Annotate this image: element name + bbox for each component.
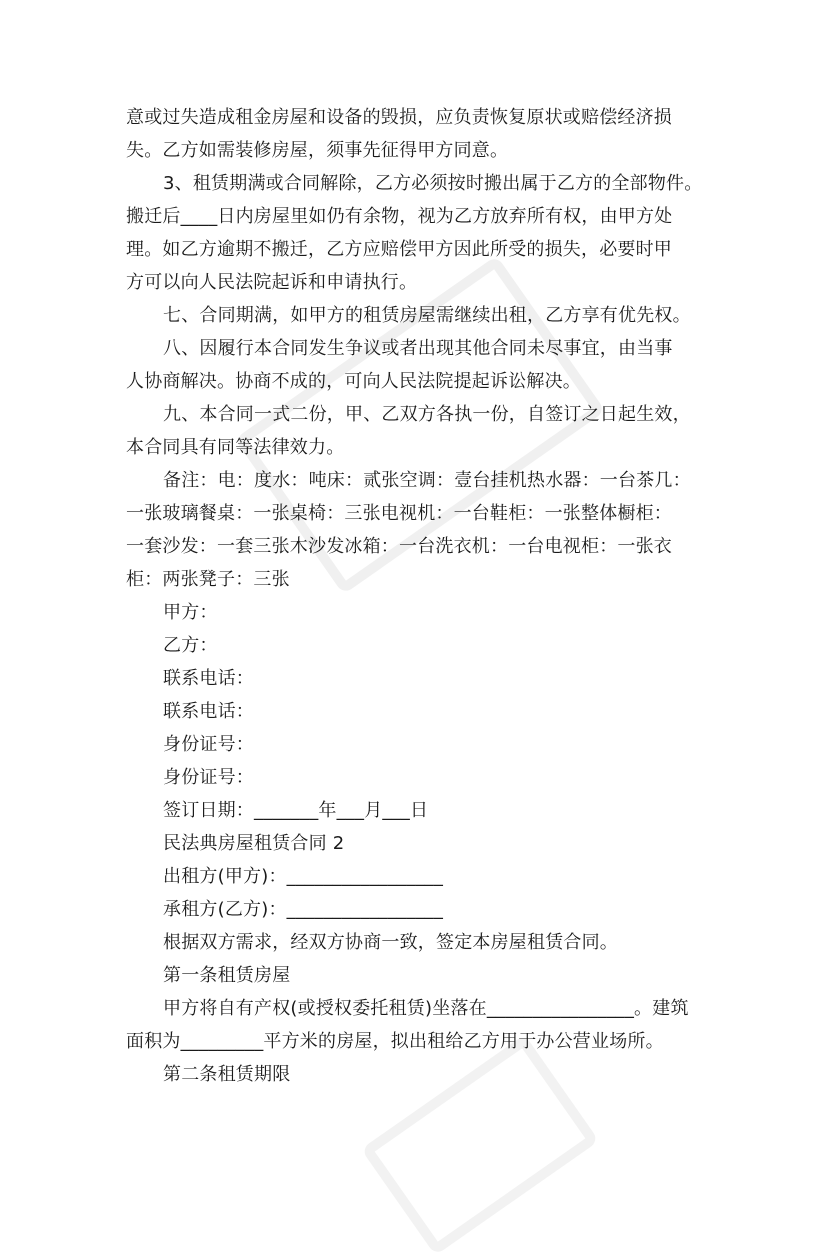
paragraph-line: 本合同具有同等法律效力。 — [126, 437, 345, 458]
section-title: 民法典房屋租赁合同 2 — [163, 833, 345, 854]
paragraph-line: 失。乙方如需装修房屋，须事先征得甲方同意。 — [126, 140, 509, 161]
paragraph-line: 理。如乙方逾期不搬迁，乙方应赔偿甲方因此所受的损失，必要时甲 — [126, 239, 672, 260]
party-a-label: 甲方： — [163, 602, 218, 623]
party-b-label: 乙方： — [163, 635, 218, 656]
paragraph-line: 一张玻璃餐桌：一张桌椅：三张电视机：一台鞋柜：一张整体橱柜： — [126, 503, 672, 524]
paragraph-line: 九、本合同一式二份，甲、乙双方各执一份，自签订之日起生效， — [163, 404, 691, 425]
paragraph-line: 意或过失造成租金房屋和设备的毁损，应负责恢复原状或赔偿经济损 — [126, 107, 672, 128]
paragraph-line: 甲方将自有产权(或授权委托租赁)坐落在________________。建筑 — [163, 998, 689, 1019]
paragraph-line: 搬迁后____日内房屋里如仍有余物，视为乙方放弃所有权，由甲方处 — [126, 206, 673, 227]
id-number-label: 身份证号： — [163, 767, 254, 788]
watermark-bottom — [361, 1034, 599, 1255]
paragraph-line: 柜：两张凳子：三张 — [126, 569, 290, 590]
lessor-line: 出租方(甲方)：_________________ — [163, 866, 444, 887]
paragraph-line: 人协商解决。协商不成的，可向人民法院提起诉讼解决。 — [126, 371, 581, 392]
lessee-line: 承租方(乙方)：_________________ — [163, 899, 444, 920]
paragraph-line: 八、因履行本合同发生争议或者出现其他合同未尽事宜，由当事 — [163, 338, 673, 359]
paragraph-line: 七、合同期满，如甲方的租赁房屋需继续出租，乙方享有优先权。 — [163, 305, 691, 326]
paragraph-line: 备注：电：度水：吨床：贰张空调：壹台挂机热水器：一台茶几： — [163, 470, 691, 491]
article-heading: 第一条租赁房屋 — [163, 965, 291, 986]
signing-date: 签订日期：_______年___月___日 — [163, 800, 429, 821]
phone-label: 联系电话： — [163, 668, 254, 689]
id-number-label: 身份证号： — [163, 734, 254, 755]
paragraph-line: 根据双方需求，经双方协商一致，签定本房屋租赁合同。 — [163, 932, 618, 953]
paragraph-line: 一套沙发：一套三张木沙发冰箱：一台洗衣机：一台电视柜：一张衣 — [126, 536, 672, 557]
article-heading: 第二条租赁期限 — [163, 1064, 291, 1085]
paragraph-line: 方可以向人民法院起诉和申请执行。 — [126, 272, 418, 293]
paragraph-line: 面积为_________平方米的房屋，拟出租给乙方用于办公营业场所。 — [126, 1031, 664, 1052]
phone-label: 联系电话： — [163, 701, 254, 722]
paragraph-line: 3、租赁期满或合同解除，乙方必须按时搬出属于乙方的全部物件。 — [163, 173, 703, 194]
